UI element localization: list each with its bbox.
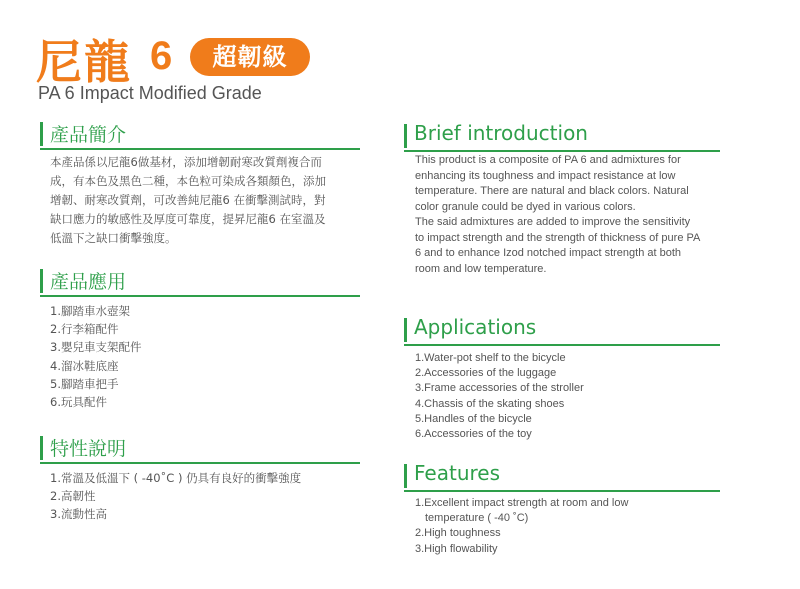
features-en-list [415, 496, 628, 557]
section-heading-features-zh [40, 434, 360, 464]
intro-zh-line: 低溫下之缺口衝擊強度。 [50, 231, 177, 245]
list-item: 4.溜冰鞋底座 [50, 358, 119, 373]
section-heading-intro-zh [40, 120, 360, 150]
heading-text: 產品應用 [50, 271, 127, 293]
intro-en-paragraph [415, 153, 720, 277]
heading-bar [40, 269, 43, 293]
heading-text: Applications [414, 315, 537, 339]
list-item: 2.High toughness [415, 527, 501, 540]
list-item: 1.常溫及低溫下 ( -40˚C ) 仍具有良好的衝擊強度 [50, 471, 302, 485]
heading-bar [40, 122, 43, 146]
heading-bar [404, 318, 407, 342]
intro-zh-line: 缺口應力的敏感性及厚度可靠度，提昇尼龍6 在室溫及 [50, 212, 326, 226]
heading-bar [40, 436, 43, 460]
intro-en-line: temperature. There are natural and black colors. Natural [415, 185, 689, 197]
heading-text: 特性說明 [50, 438, 127, 460]
section-heading-intro-en [404, 122, 720, 152]
page-title: 尼龍 [36, 35, 132, 89]
intro-en-line: The said admixtures are added to improve the sensitivity [415, 216, 691, 228]
list-item: 4.Chassis of the skating shoes [415, 397, 565, 410]
list-item: 2.行李箱配件 [50, 322, 119, 337]
grade-badge: 超韌級 [190, 38, 310, 76]
list-item: 5.Handles of the bicycle [415, 412, 532, 425]
list-item: temperature ( -40 ˚C) [425, 512, 529, 525]
page-title-number: 6 [150, 34, 173, 78]
list-item: 6.玩具配件 [50, 395, 107, 410]
intro-zh-line: 成，有本色及黑色二種，本色粒可染成各類顏色，添加 [50, 174, 326, 188]
list-item: 1.Water-pot shelf to the bicycle [415, 352, 566, 364]
applications-en-list [415, 351, 584, 442]
list-item: 5.腳踏車把手 [50, 376, 119, 391]
heading-bar [404, 464, 407, 488]
intro-zh-line: 增韌、耐寒改質劑，可改善純尼龍6 在衝擊測試時，對 [50, 193, 326, 207]
intro-en-line: color granule could be dyed in various colors. [415, 200, 636, 213]
list-item: 2.高韌性 [50, 489, 96, 504]
intro-en-line: 6 and to enhance Izod notched impact strength at both [415, 247, 682, 259]
intro-en-line: This product is a composite of PA 6 and admixtures for [415, 154, 681, 166]
intro-en-line: to impact strength and the strength of thickness of pure PA [415, 231, 701, 244]
section-heading-applications-en [404, 316, 720, 346]
applications-zh-list [50, 302, 141, 411]
features-zh-list [50, 469, 301, 524]
list-item: 3.流動性高 [50, 507, 107, 522]
intro-en-line: room and low temperature. [415, 262, 547, 275]
heading-text: Features [414, 461, 500, 485]
page-subtitle: PA 6 Impact Modified Grade [38, 83, 262, 103]
intro-zh-paragraph [50, 153, 370, 248]
section-heading-features-en [404, 462, 720, 492]
list-item: 3.Frame accessories of the stroller [415, 382, 584, 395]
heading-bar [404, 124, 407, 148]
list-item: 2.Accessories of the luggage [415, 367, 557, 380]
heading-text: 產品簡介 [50, 124, 127, 146]
list-item: 3.High flowability [415, 542, 498, 555]
intro-en-line: enhancing its toughness and impact resistance at low [415, 169, 676, 182]
list-item: 3.嬰兒車支架配件 [50, 340, 142, 355]
list-item: 6.Accessories of the toy [415, 428, 532, 441]
intro-zh-line: 本產品係以尼龍6做基材，添加增韌耐寒改質劑複合而 [50, 155, 322, 169]
heading-text: Brief introduction [414, 121, 588, 145]
list-item: 1.腳踏車水壺架 [50, 304, 130, 318]
section-heading-applications-zh [40, 267, 360, 297]
list-item: 1.Excellent impact strength at room and low [415, 497, 629, 509]
